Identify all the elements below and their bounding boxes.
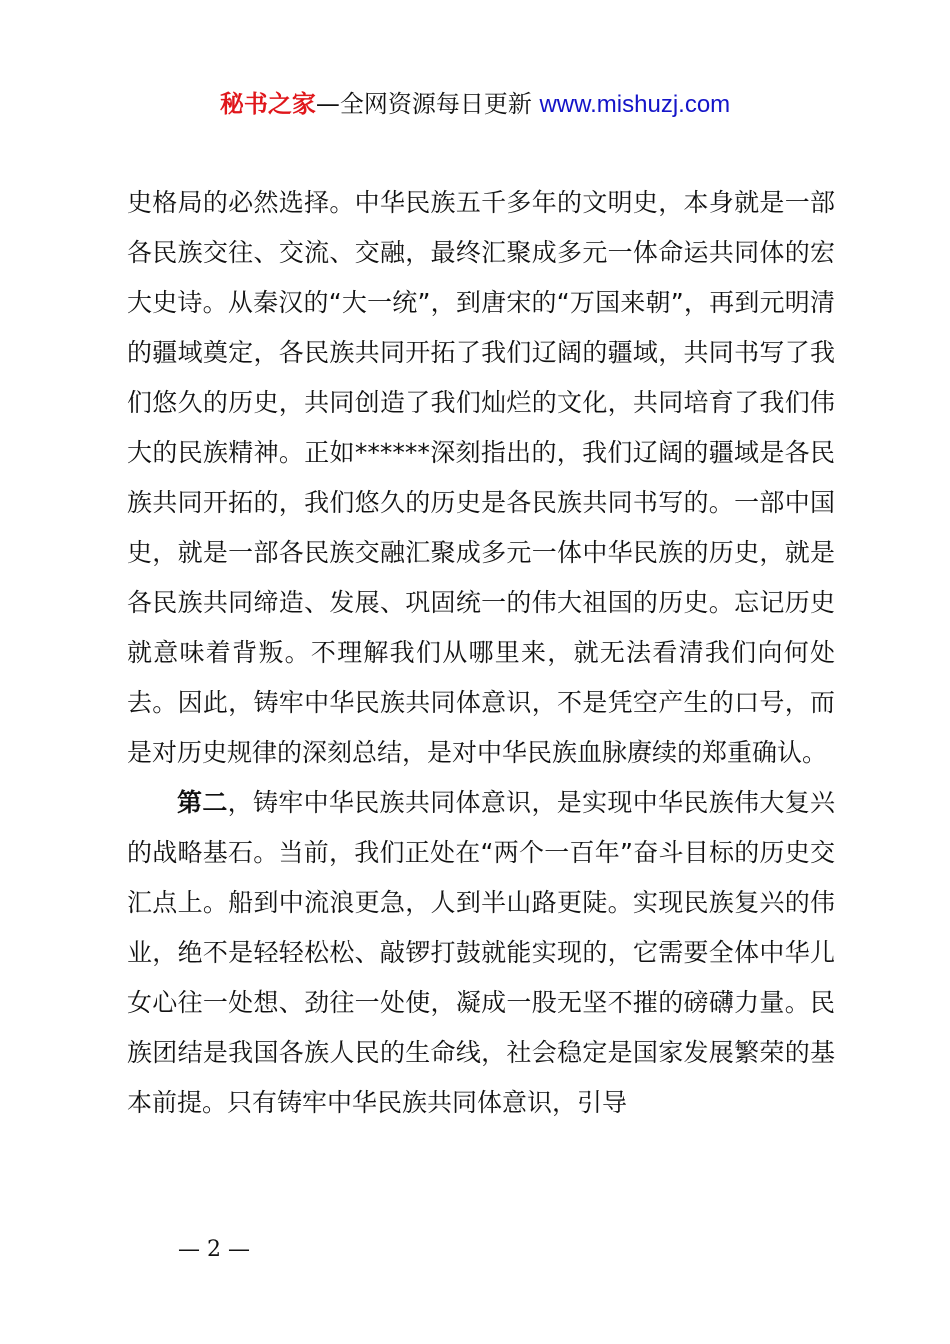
paragraph-2: [127, 778, 835, 1128]
document-body: [127, 178, 835, 1128]
website-url[interactable]: www.mishuzj.com: [539, 91, 731, 118]
brand-name: 秘书之家: [219, 90, 316, 118]
paragraph-2-lead: 第二: [177, 788, 228, 817]
page-number: — 2 —: [178, 1237, 250, 1262]
paragraph-1: [127, 178, 835, 778]
paragraph-2-text: ，铸牢中华民族共同体意识，是实现中华民族伟大复兴的战略基石。当前，我们正处在“两个一百年”奋斗目标的历史交汇点上。船到中流浪更急，人到半山路更陡。实现民族复兴的伟业，绝不是轻轻松松、敲锣打鼓就能实现的，它需要全体中华儿女心往一处想、劲往一处使，凝成一股无坚不摧的磅礴力量。民族团结是我国各族人民的生命线，社会稳定是国家发展繁荣的基本前提。只有铸牢中华民族共同体意识，引导: [127, 788, 835, 1117]
header-tagline: —全网资源每日更新: [315, 90, 540, 118]
paragraph-1-text: 史格局的必然选择。中华民族五千多年的文明史，本身就是一部各民族交往、交流、交融，最终汇聚成多元一体命运共同体的宏大史诗。从秦汉的“大一统”，到唐宋的“万国来朝”，再到元明清的疆域奠定，各民族共同开拓了我们辽阔的疆域，共同书写了我们悠久的历史，共同创造了我们灿烂的文化，共同培育了我们伟大的民族精神。正如******深刻指出的，我们辽阔的疆域是各民族共同开拓的，我们悠久的历史是各民族共同书写的。一部中国史，就是一部各民族交融汇聚成多元一体中华民族的历史，就是各民族共同缔造、发展、巩固统一的伟大祖国的历史。忘记历史就意味着背叛。不理解我们从哪里来，就无法看清我们向何处去。因此，铸牢中华民族共同体意识，不是凭空产生的口号，而是对历史规律的深刻总结，是对中华民族血脉赓续的郑重确认。: [127, 188, 835, 767]
page-header: [0, 88, 950, 121]
